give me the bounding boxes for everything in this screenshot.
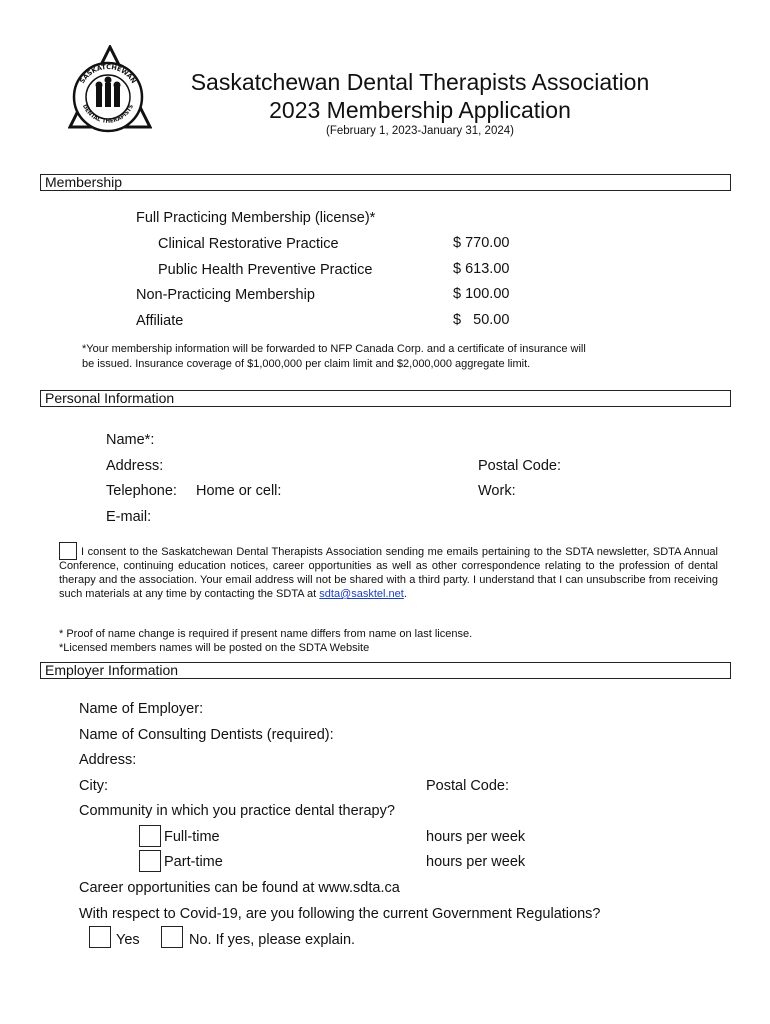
part-time-checkbox[interactable] <box>139 850 161 872</box>
option-clinical-label: Clinical Restorative Practice <box>158 236 339 252</box>
email-field-label: E-mail: <box>106 509 152 525</box>
postal-code-field-label: Postal Code: <box>478 458 562 474</box>
consent-paragraph <box>59 545 718 601</box>
page-title-line1: Saskatchewan Dental Therapists Association <box>190 69 650 95</box>
covid-yes-checkbox[interactable] <box>89 926 111 948</box>
option-public-health-label: Public Health Preventive Practice <box>158 262 373 278</box>
consulting-dentists-label: Name of Consulting Dentists (required): <box>79 727 334 743</box>
option-affiliate-label: Affiliate <box>136 313 184 329</box>
section-personal-information: Personal Information <box>40 390 731 407</box>
logo-text-bottom: DENTAL THERAPISTS <box>80 103 136 125</box>
part-time-hours-label: hours per week <box>426 854 526 870</box>
covid-no-checkbox[interactable] <box>161 926 183 948</box>
covid-yes-label: Yes <box>116 932 140 948</box>
covid-question: With respect to Covid-19, are you following the current Government Regulations? <box>79 906 601 922</box>
option-public-health-price: $ 613.00 <box>453 261 510 277</box>
posted-names-note: *Licensed members names will be posted on the SDTA Website <box>59 642 370 654</box>
section-membership: Membership <box>40 174 731 191</box>
name-change-note: * Proof of name change is required if present name differs from name on last license. <box>59 628 473 640</box>
consent-text: I consent to the Saskatchewan Dental Therapists Association sending me emails pertaining to the SDTA newsletter, SDTA Annual Conference, continuing education notices, career opportunities as well as other correspondence relating to the profession of dental therapy and the association. Your email address will not be shared with a third party. I understand that I can unsubscribe from receiving such materials at any time by contacting the SDTA at <box>59 546 718 600</box>
insurance-note-line1: *Your membership information will be forwarded to NFP Canada Corp. and a certificate of insurance will <box>82 343 586 355</box>
covid-no-label: No. If yes, please explain. <box>189 932 356 948</box>
home-or-cell-field-label: Home or cell: <box>196 483 282 499</box>
option-clinical-price: $ 770.00 <box>453 235 510 251</box>
telephone-field-label: Telephone: <box>106 483 177 499</box>
employer-address-label: Address: <box>79 752 137 768</box>
address-field-label: Address: <box>106 458 164 474</box>
career-opportunities-text: Career opportunities can be found at www.sdta.ca <box>79 880 400 896</box>
full-time-hours-label: hours per week <box>426 829 526 845</box>
full-time-checkbox[interactable] <box>139 825 161 847</box>
full-time-label: Full-time <box>164 829 220 845</box>
sdta-logo <box>68 45 152 133</box>
option-non-practicing-price: $ 100.00 <box>453 286 510 302</box>
full-practicing-label: Full Practicing Membership (license)* <box>136 210 376 226</box>
option-non-practicing-label: Non-Practicing Membership <box>136 287 315 303</box>
employer-postal-code-label: Postal Code: <box>426 778 510 794</box>
section-employer-information: Employer Information <box>40 662 731 679</box>
employer-name-label: Name of Employer: <box>79 701 204 717</box>
insurance-note-line2: be issued. Insurance coverage of $1,000,000 per claim limit and $2,000,000 aggregate limit. <box>82 358 531 370</box>
community-question: Community in which you practice dental therapy? <box>79 803 395 819</box>
sdta-email-link[interactable]: sdta@sasktel.net <box>319 588 404 600</box>
option-affiliate-price: $ 50.00 <box>453 312 510 328</box>
logo-text-top: SASKATCHEWAN <box>78 62 138 85</box>
part-time-label: Part-time <box>164 854 223 870</box>
name-field-label: Name*: <box>106 432 155 448</box>
consent-end: . <box>403 588 407 600</box>
work-phone-field-label: Work: <box>478 483 516 499</box>
page-subtitle: (February 1, 2023-January 31, 2024) <box>326 125 514 137</box>
page-title-line2: 2023 Membership Application <box>269 97 571 123</box>
employer-city-label: City: <box>79 778 108 794</box>
